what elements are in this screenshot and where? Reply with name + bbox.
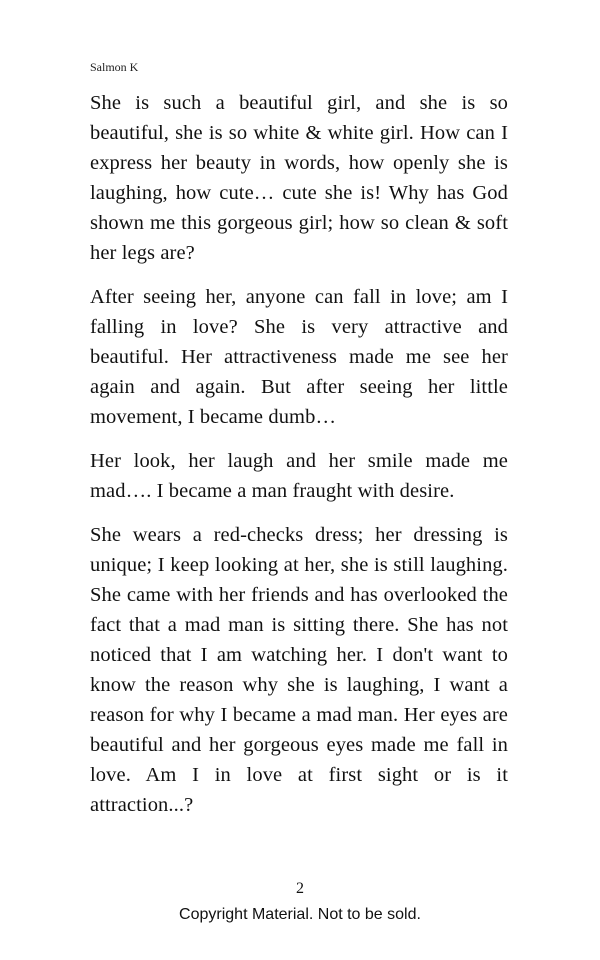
paragraph-2: After seeing her, anyone can fall in love; am I falling in love? She is very attractive and beautiful. Her attractiveness made me see her again and again. But after seeing her little movement, I became dumb… [90,286,508,428]
paragraph-3: Her look, her laugh and her smile made me mad…. I became a man fraught with desire. [90,450,508,502]
paragraph-1: She is such a beautiful girl, and she is so beautiful, she is so white & white girl. How can I express her beauty in words, how openly she is laughing, how cute… cute she is! Why has God shown me this gorgeous girl; how so clean & soft her legs are? [90,92,508,264]
page-number: 2 [296,880,304,897]
copyright-notice: Copyright Material. Not to be sold. [179,906,421,923]
running-head-author: Salmon K [90,60,139,74]
paragraph-4: She wears a red-checks dress; her dressing is unique; I keep looking at her, she is still laughing. She came with her friends and has overlooked the fact that a mad man is sitting there. She has not noticed that I am watching her. I don't want to know the reason why she is laughing, I want a reason for why I became a mad man. Her eyes are beautiful and her gorgeous eyes made me fall in love. Am I in love at first sight or is it attraction...? [90,524,508,816]
body-text [90,88,508,834]
